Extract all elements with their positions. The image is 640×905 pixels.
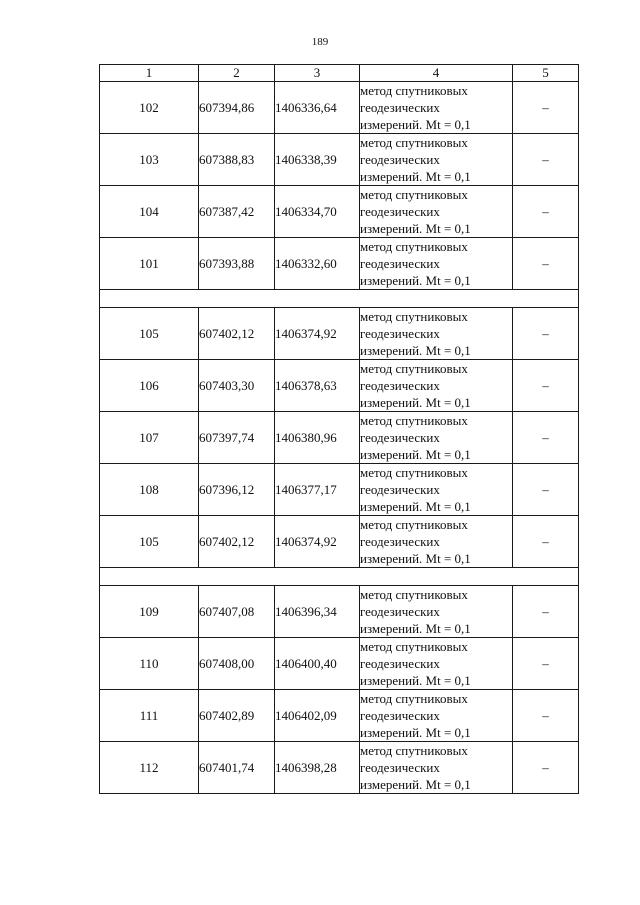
note-cell: –: [513, 82, 579, 134]
method-cell: [360, 586, 513, 638]
table-row: [100, 690, 579, 742]
method-line: измерений. Mt = 0,1: [360, 499, 471, 514]
method-line: измерений. Mt = 0,1: [360, 117, 471, 132]
x-coordinate-cell: 607393,88: [199, 238, 275, 290]
method-cell: [360, 134, 513, 186]
method-cell: [360, 82, 513, 134]
point-number-cell: 108: [100, 464, 199, 516]
method-line: геодезических: [360, 430, 440, 445]
column-header: 2: [199, 65, 275, 82]
note-cell: –: [513, 638, 579, 690]
x-coordinate-cell: 607396,12: [199, 464, 275, 516]
method-cell: [360, 464, 513, 516]
note-cell: –: [513, 412, 579, 464]
y-coordinate-cell: 1406402,09: [275, 690, 360, 742]
method-cell: [360, 308, 513, 360]
x-coordinate-cell: 607394,86: [199, 82, 275, 134]
method-line: метод спутниковых: [360, 587, 468, 602]
method-line: геодезических: [360, 152, 440, 167]
method-line: метод спутниковых: [360, 465, 468, 480]
method-line: метод спутниковых: [360, 413, 468, 428]
separator-cell: [100, 568, 579, 586]
x-coordinate-cell: 607403,30: [199, 360, 275, 412]
point-number-cell: 106: [100, 360, 199, 412]
note-cell: –: [513, 742, 579, 794]
point-number-cell: 102: [100, 82, 199, 134]
x-coordinate-cell: 607397,74: [199, 412, 275, 464]
y-coordinate-cell: 1406400,40: [275, 638, 360, 690]
y-coordinate-cell: 1406396,34: [275, 586, 360, 638]
method-line: геодезических: [360, 656, 440, 671]
point-number-cell: 103: [100, 134, 199, 186]
method-line: метод спутниковых: [360, 83, 468, 98]
point-number-cell: 101: [100, 238, 199, 290]
y-coordinate-cell: 1406398,28: [275, 742, 360, 794]
point-number-cell: 104: [100, 186, 199, 238]
method-line: геодезических: [360, 482, 440, 497]
note-cell: –: [513, 586, 579, 638]
table-row: [100, 742, 579, 794]
x-coordinate-cell: 607401,74: [199, 742, 275, 794]
note-cell: –: [513, 516, 579, 568]
table-row: [100, 638, 579, 690]
y-coordinate-cell: 1406336,64: [275, 82, 360, 134]
method-line: метод спутниковых: [360, 361, 468, 376]
method-line: геодезических: [360, 534, 440, 549]
point-number-cell: 107: [100, 412, 199, 464]
column-header: 5: [513, 65, 579, 82]
x-coordinate-cell: 607408,00: [199, 638, 275, 690]
method-line: геодезических: [360, 326, 440, 341]
y-coordinate-cell: 1406380,96: [275, 412, 360, 464]
y-coordinate-cell: 1406374,92: [275, 308, 360, 360]
note-cell: –: [513, 360, 579, 412]
note-cell: –: [513, 690, 579, 742]
method-line: измерений. Mt = 0,1: [360, 395, 471, 410]
method-cell: [360, 516, 513, 568]
table-row: [100, 82, 579, 134]
table-row: [100, 360, 579, 412]
method-line: метод спутниковых: [360, 187, 468, 202]
table-row: [100, 464, 579, 516]
x-coordinate-cell: 607387,42: [199, 186, 275, 238]
note-cell: –: [513, 464, 579, 516]
separator-cell: [100, 290, 579, 308]
table-row: [100, 134, 579, 186]
method-line: метод спутниковых: [360, 743, 468, 758]
note-cell: –: [513, 186, 579, 238]
point-number-cell: 111: [100, 690, 199, 742]
method-line: измерений. Mt = 0,1: [360, 621, 471, 636]
method-line: измерений. Mt = 0,1: [360, 447, 471, 462]
method-cell: [360, 638, 513, 690]
method-line: измерений. Mt = 0,1: [360, 551, 471, 566]
method-line: метод спутниковых: [360, 517, 468, 532]
method-cell: [360, 186, 513, 238]
point-number-cell: 105: [100, 516, 199, 568]
method-cell: [360, 742, 513, 794]
y-coordinate-cell: 1406374,92: [275, 516, 360, 568]
method-cell: [360, 412, 513, 464]
x-coordinate-cell: 607402,12: [199, 516, 275, 568]
column-header: 1: [100, 65, 199, 82]
y-coordinate-cell: 1406378,63: [275, 360, 360, 412]
x-coordinate-cell: 607402,12: [199, 308, 275, 360]
method-line: измерений. Mt = 0,1: [360, 673, 471, 688]
method-line: измерений. Mt = 0,1: [360, 221, 471, 236]
method-line: измерений. Mt = 0,1: [360, 169, 471, 184]
method-line: измерений. Mt = 0,1: [360, 273, 471, 288]
column-header: 4: [360, 65, 513, 82]
group-separator-row: [100, 290, 579, 308]
y-coordinate-cell: 1406332,60: [275, 238, 360, 290]
page-number: 189: [311, 36, 329, 48]
x-coordinate-cell: 607407,08: [199, 586, 275, 638]
table-row: [100, 516, 579, 568]
point-number-cell: 112: [100, 742, 199, 794]
table-row: [100, 238, 579, 290]
method-line: метод спутниковых: [360, 309, 468, 324]
table-row: [100, 186, 579, 238]
y-coordinate-cell: 1406338,39: [275, 134, 360, 186]
method-line: метод спутниковых: [360, 691, 468, 706]
method-line: метод спутниковых: [360, 239, 468, 254]
method-line: метод спутниковых: [360, 135, 468, 150]
note-cell: –: [513, 134, 579, 186]
method-line: измерений. Mt = 0,1: [360, 777, 471, 792]
method-line: измерений. Mt = 0,1: [360, 343, 471, 358]
method-line: геодезических: [360, 708, 440, 723]
method-cell: [360, 690, 513, 742]
method-cell: [360, 360, 513, 412]
method-line: метод спутниковых: [360, 639, 468, 654]
y-coordinate-cell: 1406334,70: [275, 186, 360, 238]
method-line: геодезических: [360, 204, 440, 219]
point-number-cell: 109: [100, 586, 199, 638]
method-line: геодезических: [360, 256, 440, 271]
method-line: геодезических: [360, 100, 440, 115]
x-coordinate-cell: 607402,89: [199, 690, 275, 742]
column-header: 3: [275, 65, 360, 82]
method-line: геодезических: [360, 760, 440, 775]
table-row: [100, 308, 579, 360]
x-coordinate-cell: 607388,83: [199, 134, 275, 186]
group-separator-row: [100, 568, 579, 586]
coordinates-table: [99, 64, 579, 794]
method-line: геодезических: [360, 378, 440, 393]
method-line: измерений. Mt = 0,1: [360, 725, 471, 740]
method-line: геодезических: [360, 604, 440, 619]
y-coordinate-cell: 1406377,17: [275, 464, 360, 516]
point-number-cell: 105: [100, 308, 199, 360]
point-number-cell: 110: [100, 638, 199, 690]
note-cell: –: [513, 308, 579, 360]
note-cell: –: [513, 238, 579, 290]
table-header-row: [100, 65, 579, 82]
table-row: [100, 586, 579, 638]
table-row: [100, 412, 579, 464]
method-cell: [360, 238, 513, 290]
